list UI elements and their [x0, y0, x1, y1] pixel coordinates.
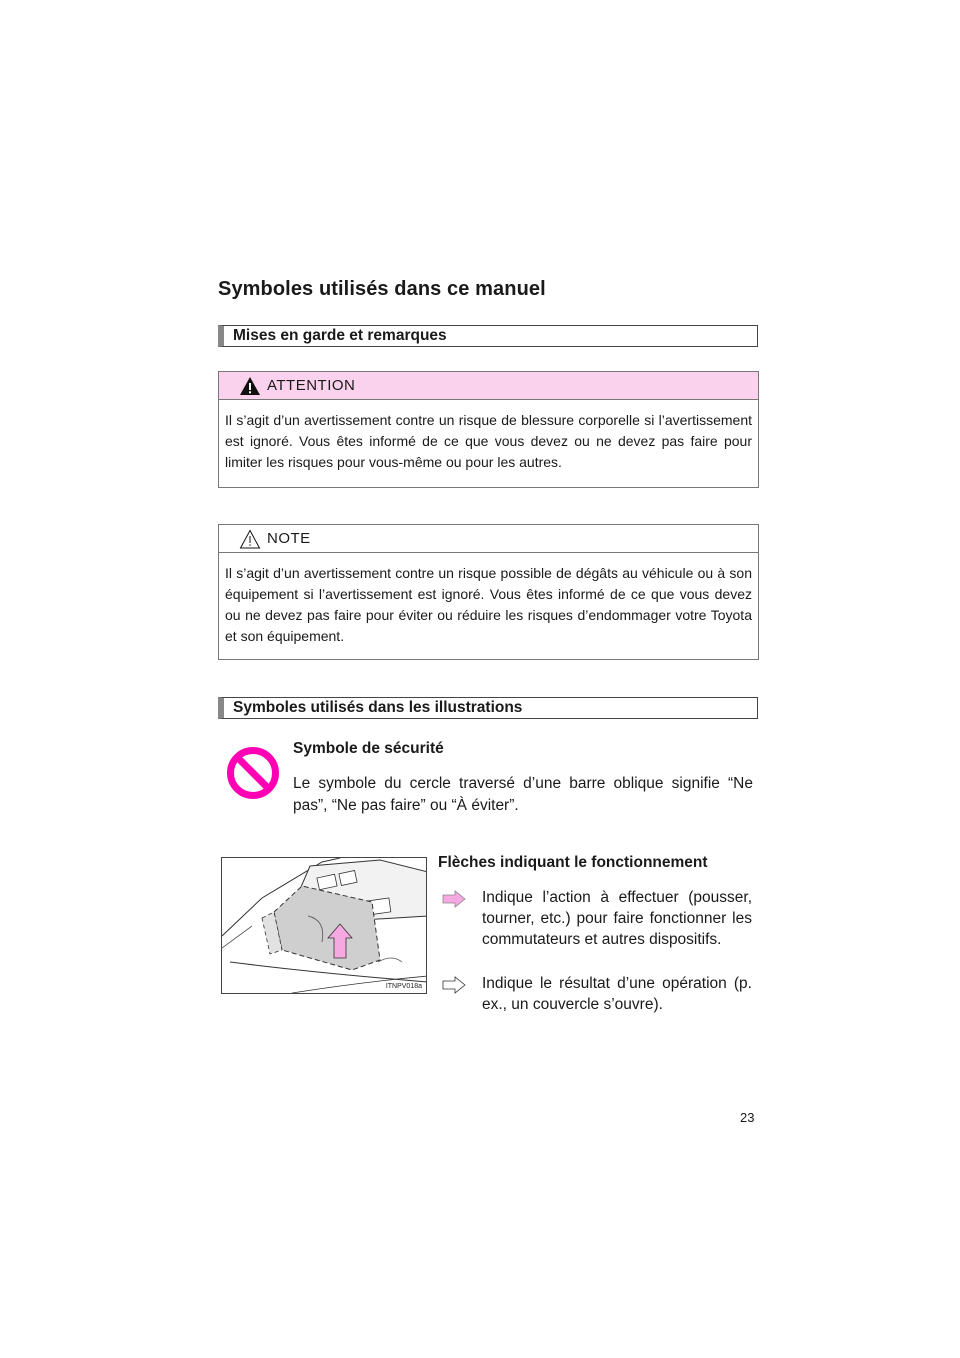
attention-label: ATTENTION: [267, 377, 356, 394]
result-arrow-icon: [442, 976, 466, 994]
attention-box: [218, 371, 759, 488]
note-box: [218, 524, 759, 660]
prohibition-symbol-icon: [226, 746, 280, 800]
safety-symbol-title: Symbole de sécurité: [293, 740, 444, 757]
action-arrow-row: [442, 887, 752, 950]
console-cover-drawing: [222, 858, 427, 994]
page-number: 23: [740, 1110, 755, 1125]
illustration-code: ITNPV018a: [385, 983, 422, 990]
note-text: Il s’agit d’un avertissement contre un risque possible de dégâts au véhicule ou à son équipement si l’avertissement est ignoré. Vous êtes informé de ce que vous devez ou ne devez pas faire pour éviter ou réduire les risques d’endommager votre Toyota et son équipement.: [225, 565, 752, 644]
attention-header: [219, 372, 758, 400]
result-arrow-text: Indique le résultat d’une opération (p. ex., un couvercle s’ouvre).: [482, 975, 752, 1013]
attention-text: Il s’agit d’un avertissement contre un risque de blessure corporelle si l’avertissement est ignoré. Vous êtes informé de ce que vous devez ou ne devez pas faire pour limiter les risques pour vous-même ou pour les autres.: [225, 412, 752, 470]
action-arrow-text: Indique l’action à effectuer (pousser, tourner, etc.) pour faire fonctionner les commutateurs et autres dispositifs.: [482, 889, 752, 948]
warning-triangle-icon: [239, 376, 261, 396]
note-header: [219, 525, 758, 553]
result-arrow-row: [442, 973, 752, 1015]
section-header-warnings: Mises en garde et remarques: [218, 325, 758, 347]
note-label: NOTE: [267, 530, 311, 547]
safety-symbol-text: Le symbole du cercle traversé d’une barre oblique signifie “Ne pas”, “Ne pas faire” ou “À éviter”.: [293, 775, 753, 814]
page-title: Symboles utilisés dans ce manuel: [218, 278, 546, 300]
action-arrow-icon: [442, 890, 466, 908]
overhead-console-illustration: [221, 857, 427, 994]
caution-triangle-outline-icon: [239, 529, 261, 549]
arrows-title: Flèches indiquant le fonctionnement: [438, 854, 708, 871]
section-header-illustrations: Symboles utilisés dans les illustrations: [218, 697, 758, 719]
